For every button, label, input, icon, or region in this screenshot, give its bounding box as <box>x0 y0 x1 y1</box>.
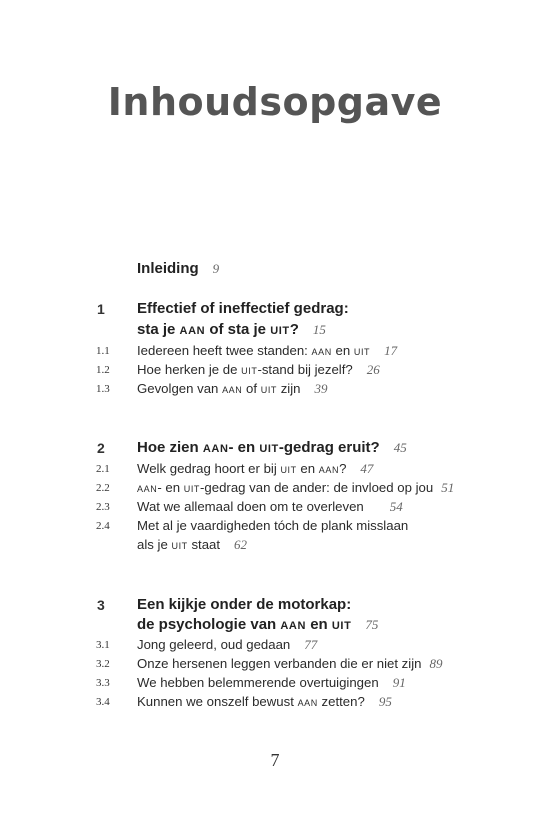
chapter-page: 15 <box>312 322 326 337</box>
section-page: 17 <box>384 343 398 358</box>
section-page: 26 <box>366 362 380 377</box>
toc-chapter-2 <box>0 438 550 458</box>
section-title: Welk gedrag hoort er bij uit en aan? 47 <box>137 461 374 476</box>
section-number: 2.3 <box>96 501 110 513</box>
section-number: 2.1 <box>96 463 110 475</box>
chapter-number: 1 <box>97 301 105 317</box>
toc-section-3-4 <box>0 692 550 712</box>
toc-section-3-2 <box>0 654 550 674</box>
chapter-title: Een kijkje onder de motorkap: <box>137 596 352 613</box>
section-page: 54 <box>389 499 403 514</box>
section-title: Kunnen we onszelf bewust aan zetten? 95 <box>137 694 392 709</box>
toc-section-1-2 <box>0 360 550 380</box>
chapter-page: 75 <box>365 617 379 632</box>
section-number: 3.4 <box>96 696 110 708</box>
section-page: 89 <box>429 656 443 671</box>
chapter-title-cont: sta je aan of sta je uit? 15 <box>137 321 326 338</box>
toc-section-2-3 <box>0 497 550 517</box>
section-title: Iedereen heeft twee standen: aan en uit 17 <box>137 343 398 358</box>
toc-section-1-1 <box>0 341 550 361</box>
section-number: 3.2 <box>96 658 110 670</box>
section-title: Jong geleerd, oud gedaan 77 <box>137 637 318 652</box>
chapter-title: Effectief of ineffectief gedrag: <box>137 300 349 317</box>
section-page: 91 <box>392 675 406 690</box>
chapter-title-cont: de psychologie van aan en uit 75 <box>137 616 379 633</box>
section-number: 2.4 <box>96 520 110 532</box>
page-title: Inhoudsopgave <box>107 80 443 124</box>
section-page: 47 <box>360 461 374 476</box>
toc-entry-intro <box>0 259 550 279</box>
section-number: 1.2 <box>96 364 110 376</box>
section-title: Hoe herken je de uit-stand bij jezelf? 26 <box>137 362 380 377</box>
chapter-number: 3 <box>97 597 105 613</box>
section-number: 3.3 <box>96 677 110 689</box>
section-page: 95 <box>378 694 392 709</box>
section-number: 3.1 <box>96 639 110 651</box>
toc-section-2-1 <box>0 459 550 479</box>
toc-section-1-3 <box>0 379 550 399</box>
intro-page: 9 <box>212 261 220 276</box>
section-title-cont: als je uit staat 62 <box>137 537 248 552</box>
section-title: Gevolgen van aan of uit zijn 39 <box>137 381 328 396</box>
toc-section-3-1 <box>0 635 550 655</box>
section-page: 77 <box>304 637 318 652</box>
section-title: Met al je vaardigheden tóch de plank misslaan <box>137 518 409 533</box>
toc-section-2-4 <box>0 516 550 536</box>
toc-chapter-1-line2 <box>0 320 550 340</box>
chapter-title: Hoe zien aan- en uit-gedrag eruit? 45 <box>137 439 407 456</box>
toc-section-2-4-cont <box>0 535 550 555</box>
chapter-number: 2 <box>97 440 105 456</box>
intro-label: Inleiding <box>137 260 199 277</box>
section-number: 2.2 <box>96 482 110 494</box>
section-title: We hebben belemmerende overtuigingen 91 <box>137 675 406 690</box>
toc-chapter-3-line1 <box>0 595 550 615</box>
section-page: 39 <box>314 381 328 396</box>
toc-section-2-2 <box>0 478 550 498</box>
section-number: 1.3 <box>96 383 110 395</box>
page-number: 7 <box>270 750 280 770</box>
section-title: aan- en uit-gedrag van de ander: de invloed op jou 51 <box>137 480 455 495</box>
chapter-page: 45 <box>393 440 407 455</box>
toc-entry-title <box>137 259 219 279</box>
section-page: 62 <box>234 537 248 552</box>
section-title: Onze hersenen leggen verbanden die er niet zijn 89 <box>137 656 443 671</box>
toc-chapter-1-line1 <box>0 299 550 319</box>
toc-section-3-3 <box>0 673 550 693</box>
toc-chapter-3-line2 <box>0 615 550 635</box>
section-title: Wat we allemaal doen om te overleven 54 <box>137 499 403 514</box>
section-number: 1.1 <box>96 345 110 357</box>
section-page: 51 <box>441 480 455 495</box>
